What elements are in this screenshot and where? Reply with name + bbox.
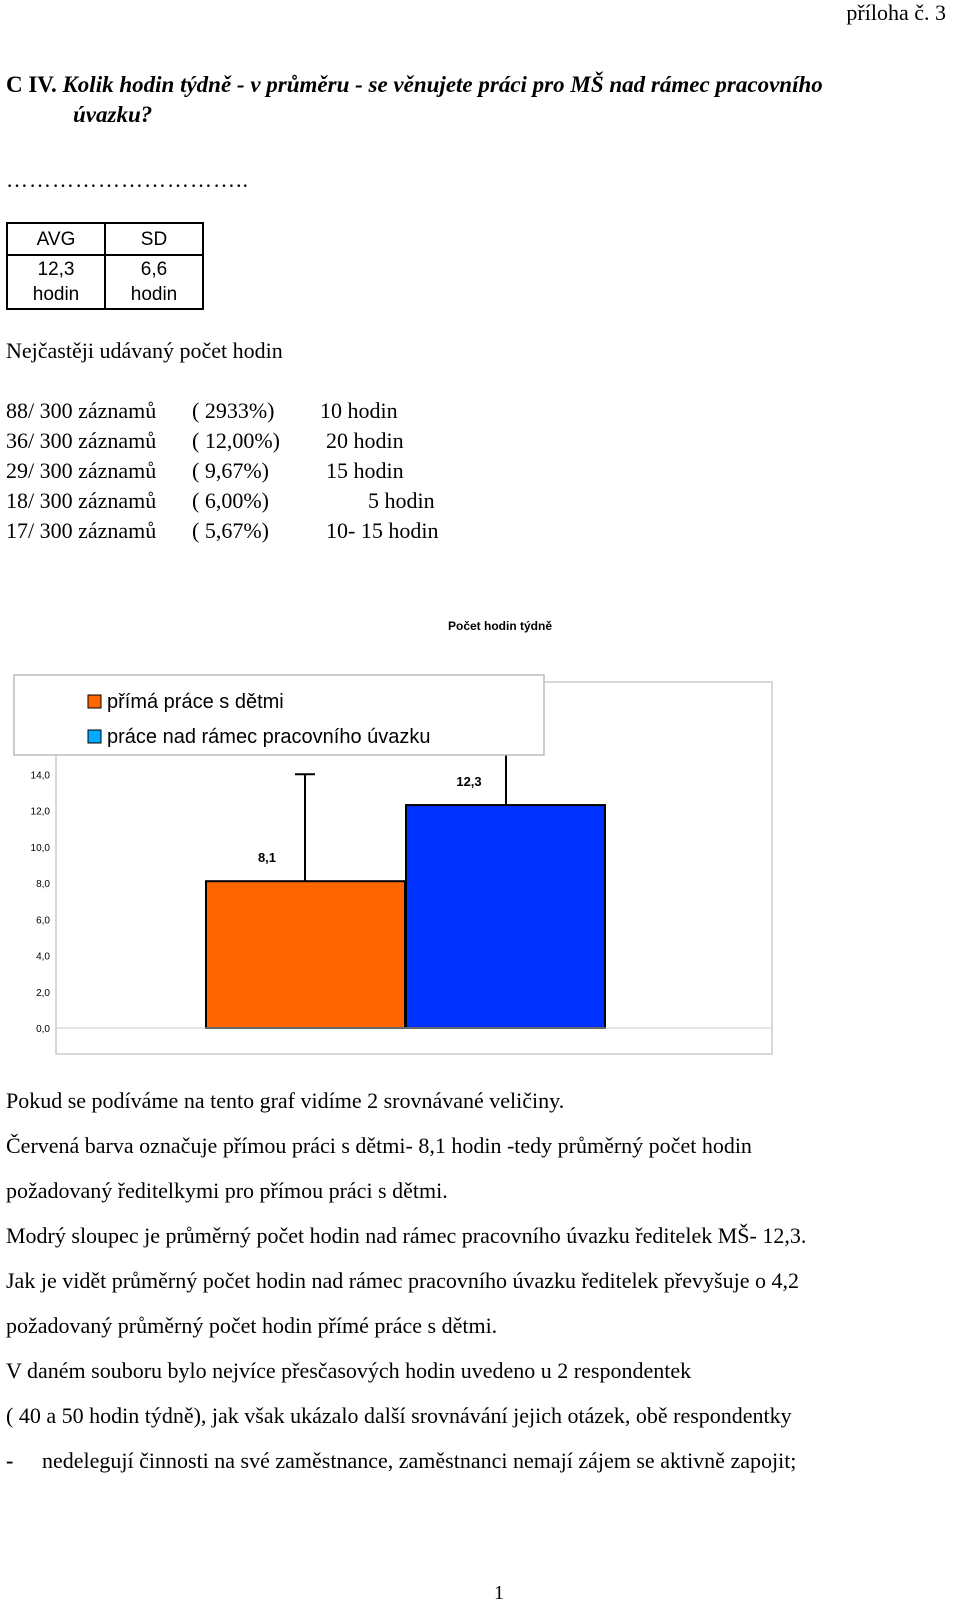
body-paragraph: V daném souboru bylo nejvíce přesčasových hodin uvedeno u 2 respondentek (6, 1358, 692, 1383)
hours-bar-chart (0, 610, 960, 1060)
y-tick-label: 14,0 (30, 770, 50, 782)
legend (14, 675, 544, 755)
frequency-count: 36/ 300 záznamů (6, 428, 157, 453)
legend-label: práce nad rámec pracovního úvazku (107, 726, 431, 748)
frequency-hours: 10 hodin (320, 398, 398, 423)
y-tick-label: 4,0 (36, 951, 50, 963)
question-text-continued: úvazku? (73, 102, 153, 127)
y-tick-label: 12,0 (30, 806, 50, 818)
body-paragraph: Modrý sloupec je průměrný počet hodin nad rámec pracovního úvazku ředitelek MŠ- 12,3. (6, 1223, 807, 1248)
y-tick-label: 6,0 (36, 915, 50, 927)
y-tick-label: 10,0 (30, 842, 50, 854)
stats-header-row (7, 223, 203, 255)
data-label: 12,3 (456, 774, 482, 790)
stats-header-avg: AVG (7, 223, 105, 255)
frequency-percent: ( 9,67%) (192, 458, 269, 483)
stats-value-sd-unit: hodin (130, 284, 178, 305)
legend-label: přímá práce s dětmi (107, 691, 284, 713)
chart-title: Počet hodin týdně (447, 619, 553, 633)
body-paragraph: požadovaný ředitelkymi pro přímou práci s dětmi. (6, 1178, 448, 1203)
frequency-hours: 10- 15 hodin (326, 518, 439, 543)
legend-swatch-orange (88, 695, 101, 708)
frequency-hours: 15 hodin (326, 458, 404, 483)
frequency-count: 29/ 300 záznamů (6, 458, 157, 483)
body-paragraph: ( 40 a 50 hodin týdně), jak však ukázalo další srovnávání jejich otázek, obě respondentky (6, 1403, 792, 1428)
stats-value-avg-number: 12,3 (37, 259, 75, 280)
frequency-count: 17/ 300 záznamů (6, 518, 157, 543)
stats-table (6, 222, 204, 310)
frequency-percent: ( 12,00%) (192, 428, 280, 453)
body-paragraph: požadovaný průměrný počet hodin přímé práce s dětmi. (6, 1313, 498, 1338)
frequency-percent: ( 5,67%) (192, 518, 269, 543)
stats-value-sd (105, 255, 203, 309)
stats-value-row (7, 255, 203, 309)
bar (206, 881, 405, 1028)
bullet-marker: - (6, 1448, 14, 1473)
bullet-text: nedelegují činnosti na své zaměstnance, zaměstnanci nemají zájem se aktivně zapojit; (42, 1448, 797, 1473)
frequency-count: 18/ 300 záznamů (6, 488, 157, 513)
frequency-percent: ( 6,00%) (192, 488, 269, 513)
frequency-hours: 5 hodin (368, 488, 435, 513)
answer-placeholder-dots: ………………………….. (6, 167, 249, 192)
stats-header-sd: SD (105, 223, 203, 255)
data-label: 8,1 (257, 850, 277, 866)
stats-value-avg (7, 255, 105, 309)
frequency-title: Nejčastěji udávaný počet hodin (6, 338, 283, 363)
question-text: Kolik hodin týdně - v průměru - se věnujete práci pro MŠ nad rámec pracovního (62, 72, 823, 97)
frequency-count: 88/ 300 záznamů (6, 398, 157, 423)
frequency-row (6, 518, 439, 622)
legend-swatch-blue (88, 730, 101, 743)
page-number: 1 (494, 1582, 504, 1604)
stats-value-avg-unit: hodin (32, 284, 80, 305)
frequency-hours: 20 hodin (326, 428, 404, 453)
stats-value-sd-number: 6,6 (140, 259, 168, 280)
question-heading (6, 70, 946, 130)
y-tick-label: 8,0 (36, 879, 50, 890)
y-tick-label: 2,0 (36, 987, 50, 999)
body-paragraph: Pokud se podíváme na tento graf vidíme 2 srovnávané veličiny. (6, 1088, 565, 1113)
bullet-item (6, 1448, 954, 1474)
body-paragraph: Jak je vidět průměrný počet hodin nad rámec pracovního úvazku ředitelek převyšuje o 4,2 (6, 1268, 799, 1293)
frequency-percent: ( 2933%) (192, 398, 275, 423)
bar (406, 805, 605, 1028)
body-paragraph: Červená barva označuje přímou práci s dětmi- 8,1 hodin -tedy průměrný počet hodin (6, 1133, 752, 1158)
y-axis (31, 734, 51, 1035)
y-tick-label: 0,0 (36, 1024, 50, 1035)
question-number: C IV. (6, 72, 57, 97)
attachment-label: příloha č. 3 (846, 0, 946, 25)
